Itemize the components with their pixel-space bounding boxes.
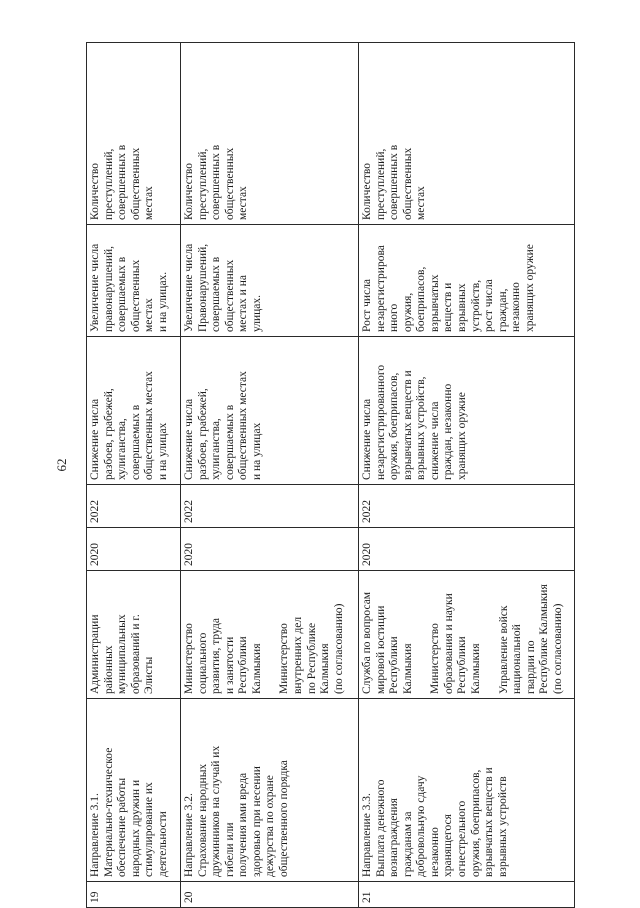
consequence-line: правонарушений, <box>102 245 115 332</box>
consequence-line: и на улицах. <box>156 271 169 332</box>
indicator-cell <box>359 43 575 225</box>
result-line: разбоев, грабежей, <box>196 388 209 480</box>
indicator-cell <box>181 43 359 225</box>
direction-line: взрывчатых веществ и <box>483 767 496 877</box>
indicator-line: общественных <box>129 147 142 220</box>
result-line: Снижение числа <box>89 398 101 480</box>
indicator-line: совершенных в <box>210 144 223 220</box>
executor-line: Управление войск <box>497 605 510 694</box>
executor-line: национальной <box>511 624 524 694</box>
direction-line: Выплата денежного <box>374 779 387 877</box>
spacer <box>484 575 498 694</box>
table-row <box>87 43 181 908</box>
consequence-line: Правонарушений, <box>196 243 209 332</box>
indicator-line: Количество <box>89 163 101 220</box>
executor-line: Республики <box>237 636 250 694</box>
consequence-line: незаконно <box>510 282 523 332</box>
end-year-cell: 2022 <box>87 485 181 528</box>
executor-line: Республики <box>456 636 469 694</box>
result-line: совершаемых в <box>223 404 236 480</box>
direction-line: взрывных устройств <box>496 776 509 877</box>
executor-line: внутренних дел <box>291 616 304 694</box>
expected-result-cell <box>87 337 181 485</box>
start-year-cell: 2020 <box>87 528 181 571</box>
direction-line: незаконно <box>428 827 441 877</box>
consequence-line: нного <box>388 303 401 332</box>
result-line: взрывных устройств, <box>415 376 428 480</box>
consequence-line: взрывчатых <box>428 274 441 332</box>
indicator-line: общественных <box>223 147 236 220</box>
executor-line: Элисты <box>143 656 156 694</box>
consequence-line: совершаемых в <box>116 256 129 332</box>
direction-cell <box>87 699 181 882</box>
result-line: разбоев, грабежей, <box>102 388 115 480</box>
consequence-line: местах и на <box>237 275 250 332</box>
direction-line: огнестрельного <box>455 800 468 877</box>
start-year-cell: 2020 <box>181 528 359 571</box>
executor-line: Министерство <box>278 623 291 694</box>
result-line: оружия, боеприпасов, <box>388 372 401 480</box>
consequence-line: рост числа <box>483 279 496 332</box>
direction-line: здоровью при несении <box>250 766 263 877</box>
executor-cell <box>181 571 359 699</box>
indicator-line: местах <box>143 186 156 220</box>
executor-line: Служба по вопросам <box>361 591 373 694</box>
indicator-cell <box>87 43 181 225</box>
direction-line: Направление 3.2. <box>183 793 195 877</box>
result-line: Снижение числа <box>361 398 373 480</box>
consequence-line: улицах. <box>250 294 263 332</box>
direction-cell <box>181 699 359 882</box>
consequence-line: совершаемых в <box>210 256 223 332</box>
table-body <box>87 43 575 908</box>
row-number-cell: 20 <box>181 882 359 908</box>
consequence-line: общественных <box>223 259 236 332</box>
consequence-line: боеприпасов, <box>415 266 428 332</box>
result-line: граждан, незаконно <box>442 383 455 480</box>
rotated-table-container <box>86 43 574 908</box>
executor-cell <box>87 571 181 699</box>
indicator-line: преступлений, <box>196 148 209 220</box>
result-line: снижение числа <box>428 401 441 480</box>
executor-cell <box>359 571 575 699</box>
consequence-line: оружия, <box>401 292 414 332</box>
result-line: взрывчатых веществ и <box>401 370 414 480</box>
result-line: незарегистрированного <box>374 364 387 480</box>
executor-line: Министерство <box>183 623 195 694</box>
consequence-cell <box>359 225 575 337</box>
direction-cell <box>359 699 575 882</box>
indicator-line: преступлений, <box>102 148 115 220</box>
executor-line: районных <box>102 645 115 694</box>
indicator-line: совершенных в <box>388 144 401 220</box>
direction-line: Направление 3.3. <box>361 793 373 877</box>
result-line: и на улицах <box>156 422 169 480</box>
consequence-line: граждан, <box>496 288 509 332</box>
indicator-line: преступлений, <box>374 148 387 220</box>
direction-line: Страхование народных <box>196 763 209 877</box>
consequence-line: веществ и <box>442 282 455 332</box>
start-year-cell: 2020 <box>359 528 575 571</box>
result-line: общественных местах <box>237 371 250 480</box>
table-row <box>181 43 359 908</box>
executor-line: Калмыкия <box>250 643 263 694</box>
result-line: хранящих оружие <box>455 392 468 480</box>
indicator-line: общественных <box>401 147 414 220</box>
executor-line: мировой юстиции <box>374 605 387 694</box>
row-number-cell: 19 <box>87 882 181 908</box>
direction-line: получения ими вреда <box>237 772 250 877</box>
end-year-cell: 2022 <box>181 485 359 528</box>
consequence-line: устройств, <box>469 279 482 332</box>
executor-line: (по согласованию) <box>551 603 564 694</box>
consequence-line: взрывных <box>455 283 468 332</box>
indicator-line: местах <box>237 186 250 220</box>
executor-line: Республики <box>388 636 401 694</box>
direction-line: гражданам за <box>401 811 414 877</box>
result-line: Снижение числа <box>183 398 195 480</box>
executor-line: Министерство <box>429 623 442 694</box>
spacer <box>415 575 429 694</box>
direction-line: Материально-техническое <box>102 747 115 877</box>
result-line: хулиганства, <box>210 418 223 480</box>
direction-line: хранящегося <box>442 814 455 877</box>
consequence-line: Увеличение числа <box>89 243 101 332</box>
indicator-line: местах <box>415 186 428 220</box>
direction-line: народных дружин и <box>129 779 142 877</box>
indicator-line: Количество <box>361 163 373 220</box>
direction-line: общественного порядка <box>277 760 290 877</box>
row-number-cell: 21 <box>359 882 575 908</box>
consequence-line: хранящих оружие <box>523 244 536 332</box>
executor-line: Калмыкия <box>319 643 332 694</box>
executor-line: Калмыкия <box>469 643 482 694</box>
consequence-line: общественных <box>129 259 142 332</box>
executor-line: (по согласованию) <box>332 603 345 694</box>
executor-line: образования и науки <box>442 593 455 694</box>
executor-line: Калмыкия <box>401 643 414 694</box>
executor-line: Республике Калмыкия <box>538 584 551 694</box>
result-line: совершаемых в <box>129 404 142 480</box>
executor-line: по Республике <box>305 622 318 694</box>
indicator-line: совершенных в <box>116 144 129 220</box>
executor-line: Администрации <box>89 614 101 694</box>
executor-line: образований и г. <box>129 614 142 694</box>
executor-line: и занятости <box>223 636 236 694</box>
direction-line: гибели или <box>223 822 236 877</box>
direction-line: вознаграждения <box>388 798 401 877</box>
direction-line: деятельности <box>156 811 169 877</box>
consequence-cell <box>87 225 181 337</box>
direction-line: дежурства по охране <box>264 775 277 877</box>
executor-line: муниципальных <box>116 614 129 694</box>
result-line: общественных местах <box>143 371 156 480</box>
executor-line: развития, труда <box>210 618 223 694</box>
result-line: и на улицах <box>250 422 263 480</box>
direction-line: Направление 3.1. <box>89 793 101 877</box>
measures-table <box>86 42 575 908</box>
direction-line: обеспечение работы <box>116 777 129 877</box>
spacer <box>264 575 278 694</box>
consequence-line: местах <box>143 298 156 332</box>
end-year-cell: 2022 <box>359 485 575 528</box>
table-row <box>359 43 575 908</box>
indicator-line: Количество <box>183 163 195 220</box>
direction-line: добровольную сдачу <box>415 775 428 877</box>
expected-result-cell <box>181 337 359 485</box>
executor-line: гвардии по <box>524 640 537 694</box>
result-line: хулиганства, <box>116 418 129 480</box>
direction-line: стимулирование их <box>143 782 156 877</box>
consequence-line: незарегистрирова <box>374 245 387 332</box>
executor-line: социального <box>196 632 209 694</box>
direction-line: оружия, боеприпасов, <box>469 769 482 877</box>
expected-result-cell <box>359 337 575 485</box>
consequence-line: Увеличение числа <box>183 243 195 332</box>
page-number: 62 <box>54 458 69 472</box>
direction-line: дружинников на случай их <box>210 745 223 877</box>
consequence-cell <box>181 225 359 337</box>
consequence-line: Рост числа <box>361 278 373 332</box>
